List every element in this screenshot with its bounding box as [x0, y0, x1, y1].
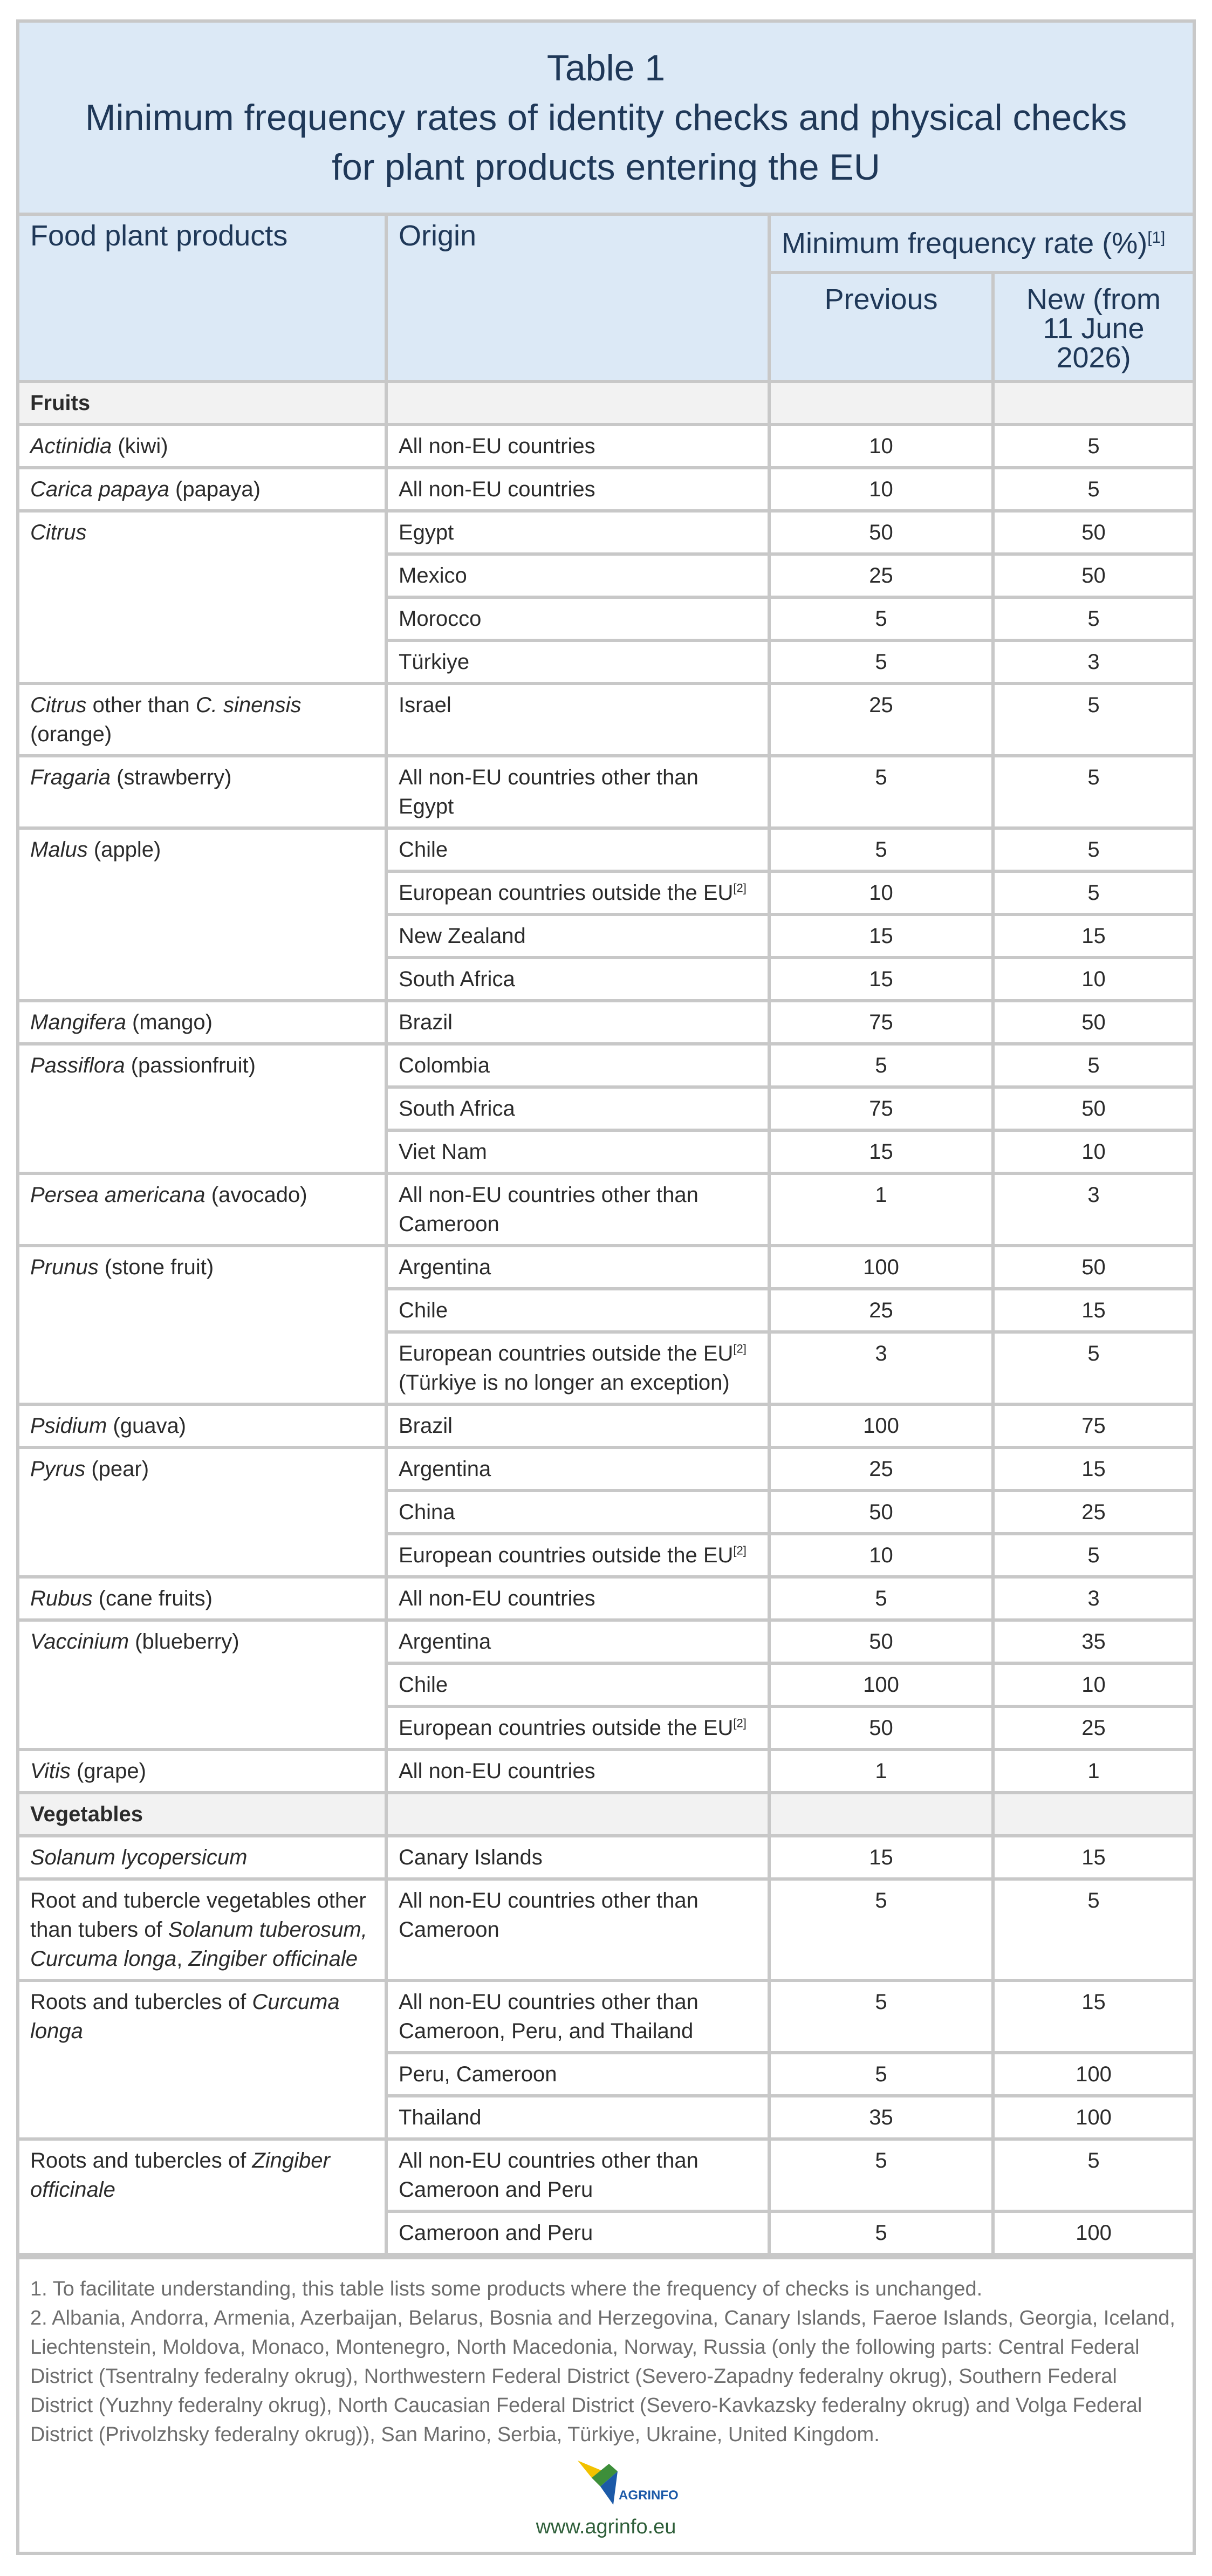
previous-rate-cell: 10 [769, 425, 993, 468]
new-rate-cell: 5 [993, 828, 1193, 871]
product-name-part: (stone fruit) [98, 1255, 214, 1279]
origin-cell [386, 640, 769, 684]
origin-cell [386, 1246, 769, 1289]
table-row [19, 1980, 1193, 2053]
table-row [19, 756, 1193, 828]
product-name-part: Rubus [30, 1587, 93, 1610]
product-cell [19, 756, 386, 828]
origin-text: Chile [399, 1299, 448, 1322]
origin-text: Morocco [399, 607, 482, 631]
new-rate-cell: 15 [993, 1836, 1193, 1879]
origin-text: New Zealand [399, 924, 526, 948]
origin-cell [386, 1087, 769, 1130]
table-body [19, 381, 1193, 2254]
origin-text: Chile [399, 838, 448, 862]
previous-rate-cell: 5 [769, 2053, 993, 2096]
new-rate-cell: 1 [993, 1750, 1193, 1793]
origin-text: All non-EU countries [399, 434, 595, 458]
origin-cell [386, 1534, 769, 1577]
section-empty-cell [769, 1793, 993, 1836]
new-rate-cell: 50 [993, 1001, 1193, 1044]
header-rate-label: Minimum frequency rate (%) [782, 227, 1148, 259]
header-origin: Origin [386, 216, 769, 381]
product-cell [19, 1447, 386, 1577]
previous-rate-cell: 5 [769, 828, 993, 871]
table-row [19, 1879, 1193, 1980]
product-name-part: Root and tubercle vegetables other than tubers of [30, 1889, 366, 1942]
previous-rate-cell: 1 [769, 1173, 993, 1246]
previous-rate-cell: 50 [769, 1706, 993, 1750]
product-name-part: (avocado) [205, 1183, 307, 1207]
product-name-part: (guava) [107, 1414, 187, 1438]
table-row [19, 1044, 1193, 1087]
origin-cell [386, 1404, 769, 1447]
origin-extra-text: (Türkiye is no longer an exception) [399, 1371, 730, 1395]
origin-cell [386, 958, 769, 1001]
new-rate-cell: 15 [993, 914, 1193, 958]
table-row [19, 1173, 1193, 1246]
previous-rate-cell: 50 [769, 511, 993, 554]
product-name-part: Roots and tubercles of [30, 2149, 252, 2172]
product-name-part: (passionfruit) [125, 1054, 256, 1077]
product-cell [19, 425, 386, 468]
origin-cell [386, 1289, 769, 1332]
table-row [19, 425, 1193, 468]
new-rate-cell: 5 [993, 597, 1193, 640]
origin-cell [386, 1044, 769, 1087]
product-cell [19, 1879, 386, 1980]
origin-text: All non-EU countries [399, 1587, 595, 1610]
product-cell [19, 468, 386, 511]
table-row [19, 511, 1193, 554]
previous-rate-cell: 5 [769, 756, 993, 828]
previous-rate-cell: 15 [769, 1130, 993, 1173]
previous-rate-cell: 35 [769, 2096, 993, 2139]
origin-text: Cameroon and Peru [399, 2221, 593, 2245]
product-name-part: (apple) [87, 838, 161, 862]
product-name-part: (pear) [85, 1457, 149, 1481]
product-name-part: Carica papaya [30, 477, 169, 501]
product-name-part: Prunus [30, 1255, 99, 1279]
new-rate-cell: 100 [993, 2096, 1193, 2139]
origin-cell [386, 468, 769, 511]
new-rate-cell: 10 [993, 958, 1193, 1001]
frequency-table [19, 216, 1193, 2256]
new-rate-cell: 5 [993, 1332, 1193, 1404]
previous-rate-cell: 5 [769, 640, 993, 684]
agrinfo-logo-icon [566, 2453, 679, 2512]
product-name-part: Zingiber officinale [188, 1947, 358, 1971]
previous-rate-cell: 5 [769, 2211, 993, 2254]
origin-cell [386, 684, 769, 756]
product-cell [19, 1980, 386, 2139]
footnotes [19, 2256, 1193, 2449]
origin-cell [386, 597, 769, 640]
origin-cell [386, 1836, 769, 1879]
section-empty-cell [993, 1793, 1193, 1836]
origin-cell [386, 1332, 769, 1404]
new-rate-cell: 5 [993, 468, 1193, 511]
footnote-2: 2. Albania, Andorra, Armenia, Azerbaijan, Belarus, Bosnia and Herzegovina, Canary Islands, Faeroe Islands, Georgia, Iceland, Liechtenstein, Moldova, Monaco, Montenegro, North Macedonia, Norway, Russia (only the following parts: Central Federal District (Tsentralny federalny okrug), Northwestern Federal District (Severo-Zapadny federalny okrug), Southern Federal District (Yuzhny federalny okrug), North Caucasian Federal District (Severo-Kavkazsky federalny okrug) and Volga Federal District (Privolzhsky federalny okrug)), San Marino, Serbia, Türkiye, Ukraine, United Kingdom. [30, 2307, 1175, 2446]
new-rate-cell: 100 [993, 2211, 1193, 2254]
origin-text: Israel [399, 693, 451, 717]
new-rate-cell: 3 [993, 640, 1193, 684]
product-name-part: Fragaria [30, 766, 111, 789]
origin-text: Viet Nam [399, 1140, 487, 1164]
new-rate-cell: 50 [993, 511, 1193, 554]
origin-text: Egypt [399, 521, 454, 544]
origin-text: All non-EU countries other than Cameroon, Peru, and Thailand [399, 1990, 699, 2043]
previous-rate-cell: 100 [769, 1246, 993, 1289]
origin-text: All non-EU countries other than Egypt [399, 766, 699, 818]
table-number: Table 1 [546, 47, 666, 88]
origin-cell [386, 2211, 769, 2254]
product-name-part: Zingiber officinale [30, 2149, 330, 2202]
previous-rate-cell: 25 [769, 1447, 993, 1491]
origin-cell [386, 871, 769, 914]
product-cell [19, 1404, 386, 1447]
previous-rate-cell: 5 [769, 1044, 993, 1087]
new-rate-cell: 5 [993, 2139, 1193, 2211]
new-rate-cell: 10 [993, 1130, 1193, 1173]
origin-text: Brazil [399, 1414, 453, 1438]
previous-rate-cell: 100 [769, 1663, 993, 1706]
product-name-part: (kiwi) [112, 434, 168, 458]
header-minimum-frequency-rate [769, 216, 1193, 272]
previous-rate-cell: 25 [769, 1289, 993, 1332]
product-cell [19, 511, 386, 684]
product-cell [19, 1750, 386, 1793]
origin-text: Argentina [399, 1630, 491, 1653]
previous-rate-cell: 5 [769, 2139, 993, 2211]
origin-cell [386, 828, 769, 871]
table-title-line-2: for plant products entering the EU [332, 147, 880, 188]
footnote-ref-2[interactable]: [2] [733, 1543, 747, 1557]
previous-rate-cell: 5 [769, 1980, 993, 2053]
new-rate-cell: 5 [993, 756, 1193, 828]
product-name-part: (blueberry) [129, 1630, 239, 1653]
new-rate-cell: 25 [993, 1491, 1193, 1534]
table-row [19, 1620, 1193, 1663]
origin-cell [386, 2139, 769, 2211]
section-empty-cell [386, 1793, 769, 1836]
product-name-part: Solanum lycopersicum [30, 1846, 248, 1869]
new-rate-cell: 10 [993, 1663, 1193, 1706]
header-previous: Previous [769, 272, 993, 381]
new-rate-cell: 50 [993, 1087, 1193, 1130]
product-name-part: Psidium [30, 1414, 107, 1438]
table-frame [16, 19, 1196, 2555]
product-name-part: Vaccinium [30, 1630, 129, 1653]
new-rate-cell: 50 [993, 554, 1193, 597]
new-rate-cell: 5 [993, 425, 1193, 468]
new-rate-cell: 15 [993, 1289, 1193, 1332]
product-name-part: Persea americana [30, 1183, 206, 1207]
section-row [19, 381, 1193, 425]
product-cell [19, 1246, 386, 1404]
section-row [19, 1793, 1193, 1836]
origin-cell [386, 425, 769, 468]
previous-rate-cell: 5 [769, 1879, 993, 1980]
origin-cell [386, 1879, 769, 1980]
footnote-ref-2[interactable]: [2] [733, 1342, 747, 1356]
origin-text: China [399, 1500, 455, 1524]
origin-text: All non-EU countries other than Cameroon [399, 1889, 699, 1942]
origin-cell [386, 1447, 769, 1491]
product-name-part: Citrus [30, 521, 87, 544]
origin-text: European countries outside the EU [399, 1716, 734, 1740]
previous-rate-cell: 1 [769, 1750, 993, 1793]
origin-text: Thailand [399, 2106, 482, 2129]
origin-text: Peru, Cameroon [399, 2062, 557, 2086]
origin-text: Brazil [399, 1010, 453, 1034]
new-rate-cell: 3 [993, 1577, 1193, 1620]
product-name-part: Roots and tubercles of [30, 1990, 252, 2014]
product-name-part: Actinidia [30, 434, 112, 458]
product-name-part: Malus [30, 838, 88, 862]
previous-rate-cell: 10 [769, 871, 993, 914]
origin-text: All non-EU countries [399, 477, 595, 501]
new-rate-cell: 35 [993, 1620, 1193, 1663]
origin-cell [386, 1491, 769, 1534]
origin-cell [386, 1173, 769, 1246]
origin-cell [386, 554, 769, 597]
product-cell [19, 1836, 386, 1879]
origin-cell [386, 1750, 769, 1793]
product-cell [19, 1173, 386, 1246]
previous-rate-cell: 5 [769, 597, 993, 640]
new-rate-cell: 5 [993, 1879, 1193, 1980]
table-row [19, 1404, 1193, 1447]
previous-rate-cell: 25 [769, 554, 993, 597]
section-empty-cell [993, 381, 1193, 425]
product-name-part: Pyrus [30, 1457, 86, 1481]
product-name-part: (orange) [30, 722, 112, 746]
origin-cell [386, 1706, 769, 1750]
product-cell [19, 1044, 386, 1173]
previous-rate-cell: 3 [769, 1332, 993, 1404]
new-rate-cell: 50 [993, 1246, 1193, 1289]
origin-cell [386, 1980, 769, 2053]
product-name-part: (grape) [70, 1759, 146, 1783]
footnote-1: 1. To facilitate understanding, this table lists some products where the frequency of checks is unchanged. [30, 2278, 983, 2300]
table-row [19, 1750, 1193, 1793]
origin-text: European countries outside the EU [399, 1543, 734, 1567]
origin-text: Argentina [399, 1255, 491, 1279]
origin-text: European countries outside the EU [399, 1342, 734, 1365]
product-name-part: (strawberry) [110, 766, 232, 789]
header-food-plant-products: Food plant products [19, 216, 386, 381]
previous-rate-cell: 5 [769, 1577, 993, 1620]
origin-text: European countries outside the EU [399, 881, 734, 905]
table-title-line-1: Minimum frequency rates of identity checks and physical checks [85, 97, 1127, 138]
logo-wordmark: AGRINFO [618, 2488, 679, 2503]
table-row [19, 1246, 1193, 1289]
product-cell [19, 1001, 386, 1044]
footnote-ref-1[interactable]: [1] [1147, 229, 1166, 247]
product-name-part: Vitis [30, 1759, 71, 1783]
origin-cell [386, 1001, 769, 1044]
header-new-line-2: 11 June 2026) [1043, 312, 1145, 374]
previous-rate-cell: 50 [769, 1491, 993, 1534]
origin-cell [386, 1577, 769, 1620]
section-empty-cell [769, 381, 993, 425]
product-cell [19, 2139, 386, 2254]
table-row [19, 684, 1193, 756]
product-cell [19, 684, 386, 756]
table-header [19, 216, 1193, 381]
new-rate-cell: 5 [993, 1044, 1193, 1087]
previous-rate-cell: 10 [769, 468, 993, 511]
section-label: Fruits [19, 381, 386, 425]
previous-rate-cell: 100 [769, 1404, 993, 1447]
product-cell [19, 828, 386, 1001]
agrinfo-logo[interactable] [19, 2453, 1193, 2539]
product-name-part: (papaya) [169, 477, 261, 501]
origin-text: Argentina [399, 1457, 491, 1481]
previous-rate-cell: 75 [769, 1087, 993, 1130]
new-rate-cell: 5 [993, 871, 1193, 914]
origin-text: Canary Islands [399, 1846, 543, 1869]
origin-text: Mexico [399, 564, 467, 587]
table-row [19, 1447, 1193, 1491]
origin-cell [386, 511, 769, 554]
previous-rate-cell: 10 [769, 1534, 993, 1577]
table-row [19, 468, 1193, 511]
previous-rate-cell: 15 [769, 1836, 993, 1879]
section-label: Vegetables [19, 1793, 386, 1836]
new-rate-cell: 75 [993, 1404, 1193, 1447]
origin-text: All non-EU countries [399, 1759, 595, 1783]
table-row [19, 2139, 1193, 2211]
product-name-part: Solanum tuberosum, Curcuma longa [30, 1918, 367, 1971]
new-rate-cell: 3 [993, 1173, 1193, 1246]
product-name-part: other than [86, 693, 196, 717]
table-row [19, 1836, 1193, 1879]
table-title-band [19, 23, 1193, 216]
new-rate-cell: 5 [993, 1534, 1193, 1577]
new-rate-cell: 5 [993, 684, 1193, 756]
origin-cell [386, 1663, 769, 1706]
previous-rate-cell: 15 [769, 958, 993, 1001]
product-name-part: Passiflora [30, 1054, 125, 1077]
table-row [19, 828, 1193, 871]
origin-text: South Africa [399, 967, 515, 991]
new-rate-cell: 15 [993, 1980, 1193, 2053]
product-name-part: C. sinensis [195, 693, 302, 717]
table-row [19, 1577, 1193, 1620]
section-empty-cell [386, 381, 769, 425]
origin-text: Türkiye [399, 650, 470, 674]
header-new-line-1: New (from [1026, 283, 1161, 316]
origin-text: Chile [399, 1673, 448, 1697]
origin-cell [386, 914, 769, 958]
product-cell [19, 1577, 386, 1620]
origin-text: All non-EU countries other than Cameroon [399, 1183, 699, 1236]
origin-cell [386, 2053, 769, 2096]
previous-rate-cell: 50 [769, 1620, 993, 1663]
footnote-ref-2[interactable]: [2] [733, 1716, 747, 1730]
new-rate-cell: 100 [993, 2053, 1193, 2096]
product-name-part: , [176, 1947, 189, 1971]
origin-text: South Africa [399, 1097, 515, 1120]
header-new [993, 272, 1193, 381]
product-name-part: Mangifera [30, 1010, 126, 1034]
agrinfo-url[interactable]: www.agrinfo.eu [536, 2516, 676, 2538]
origin-cell [386, 2096, 769, 2139]
origin-cell [386, 1620, 769, 1663]
product-name-part: (mango) [126, 1010, 213, 1034]
product-name-part: (cane fruits) [92, 1587, 213, 1610]
previous-rate-cell: 75 [769, 1001, 993, 1044]
new-rate-cell: 15 [993, 1447, 1193, 1491]
origin-cell [386, 1130, 769, 1173]
previous-rate-cell: 15 [769, 914, 993, 958]
origin-text: All non-EU countries other than Cameroon and Peru [399, 2149, 699, 2202]
product-name-part: Curcuma longa [30, 1990, 340, 2043]
table-row [19, 1001, 1193, 1044]
previous-rate-cell: 25 [769, 684, 993, 756]
product-name-part: Citrus [30, 693, 87, 717]
origin-text: Colombia [399, 1054, 490, 1077]
footnote-ref-2[interactable]: [2] [733, 881, 747, 895]
origin-cell [386, 756, 769, 828]
product-cell [19, 1620, 386, 1750]
new-rate-cell: 25 [993, 1706, 1193, 1750]
